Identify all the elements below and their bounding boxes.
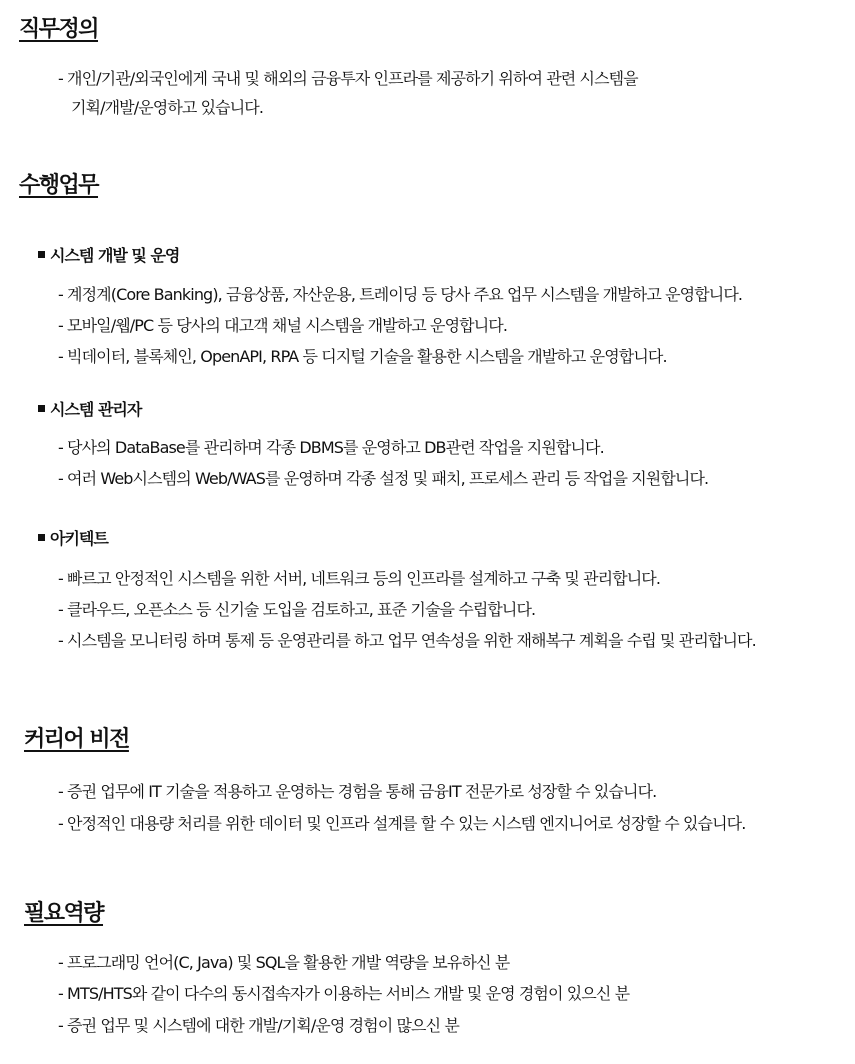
requirements-title: 필요역량 xyxy=(24,901,104,926)
list-item: - MTS/HTS와 같이 다수의 동시접속자가 이용하는 서비스 개발 및 운영 경험이 있으신 분 xyxy=(58,984,630,1003)
list-item: - 안정적인 대용량 처리를 위한 데이터 및 인프라 설계를 할 수 있는 시스템 엔지니어로 성장할 수 있습니다. xyxy=(58,814,746,833)
square-bullet-icon xyxy=(38,405,45,412)
job-definition-title: 직무정의 xyxy=(19,17,99,42)
list-item: - 클라우드, 오픈소스 등 신기술 도입을 검토하고, 표준 기술을 수립합니다. xyxy=(58,600,536,619)
list-item: - 계정계(Core Banking), 금융상품, 자산운용, 트레이딩 등 당사 주요 업무 시스템을 개발하고 운영합니다. xyxy=(58,285,743,304)
list-item: - 당사의 DataBase를 관리하며 각종 DBMS를 운영하고 DB관련 작업을 지원합니다. xyxy=(58,438,604,457)
job-definition-line: - 개인/기관/외국인에게 국내 및 해외의 금융투자 인프라를 제공하기 위하여 관련 시스템을 xyxy=(58,69,638,88)
list-item: - 빠르고 안정적인 시스템을 위한 서버, 네트워크 등의 인프라를 설계하고 구축 및 관리합니다. xyxy=(58,569,661,588)
list-item: - 여러 Web시스템의 Web/WAS를 운영하며 각종 설정 및 패치, 프로세스 관리 등 작업을 지원합니다. xyxy=(58,469,709,488)
list-item: - 시스템을 모니터링 하며 통제 등 운영관리를 하고 업무 연속성을 위한 재해복구 계획을 수립 및 관리합니다. xyxy=(58,631,756,650)
list-item: - 프로그래밍 언어(C, Java) 및 SQL을 활용한 개발 역량을 보유하신 분 xyxy=(58,953,510,972)
list-item: - 증권 업무에 IT 기술을 적용하고 운영하는 경험을 통해 금융IT 전문가로 성장할 수 있습니다. xyxy=(58,782,657,801)
career-vision-title: 커리어 비전 xyxy=(24,727,129,752)
section-heading-sysadmin: 시스템 관리자 xyxy=(38,397,141,420)
job-definition-line: 기획/개발/운영하고 있습니다. xyxy=(71,98,264,117)
section-heading-architect: 아키텍트 xyxy=(38,526,108,549)
list-item: - 빅데이터, 블록체인, OpenAPI, RPA 등 디지털 기술을 활용한 시스템을 개발하고 운영합니다. xyxy=(58,347,667,366)
duties-title: 수행업무 xyxy=(19,173,99,198)
section-heading-dev-ops: 시스템 개발 및 운영 xyxy=(38,243,179,266)
list-item: - 증권 업무 및 시스템에 대한 개발/기획/운영 경험이 많으신 분 xyxy=(58,1016,459,1035)
list-item: - 모바일/웹/PC 등 당사의 대고객 채널 시스템을 개발하고 운영합니다. xyxy=(58,316,508,335)
square-bullet-icon xyxy=(38,251,45,258)
square-bullet-icon xyxy=(38,534,45,541)
